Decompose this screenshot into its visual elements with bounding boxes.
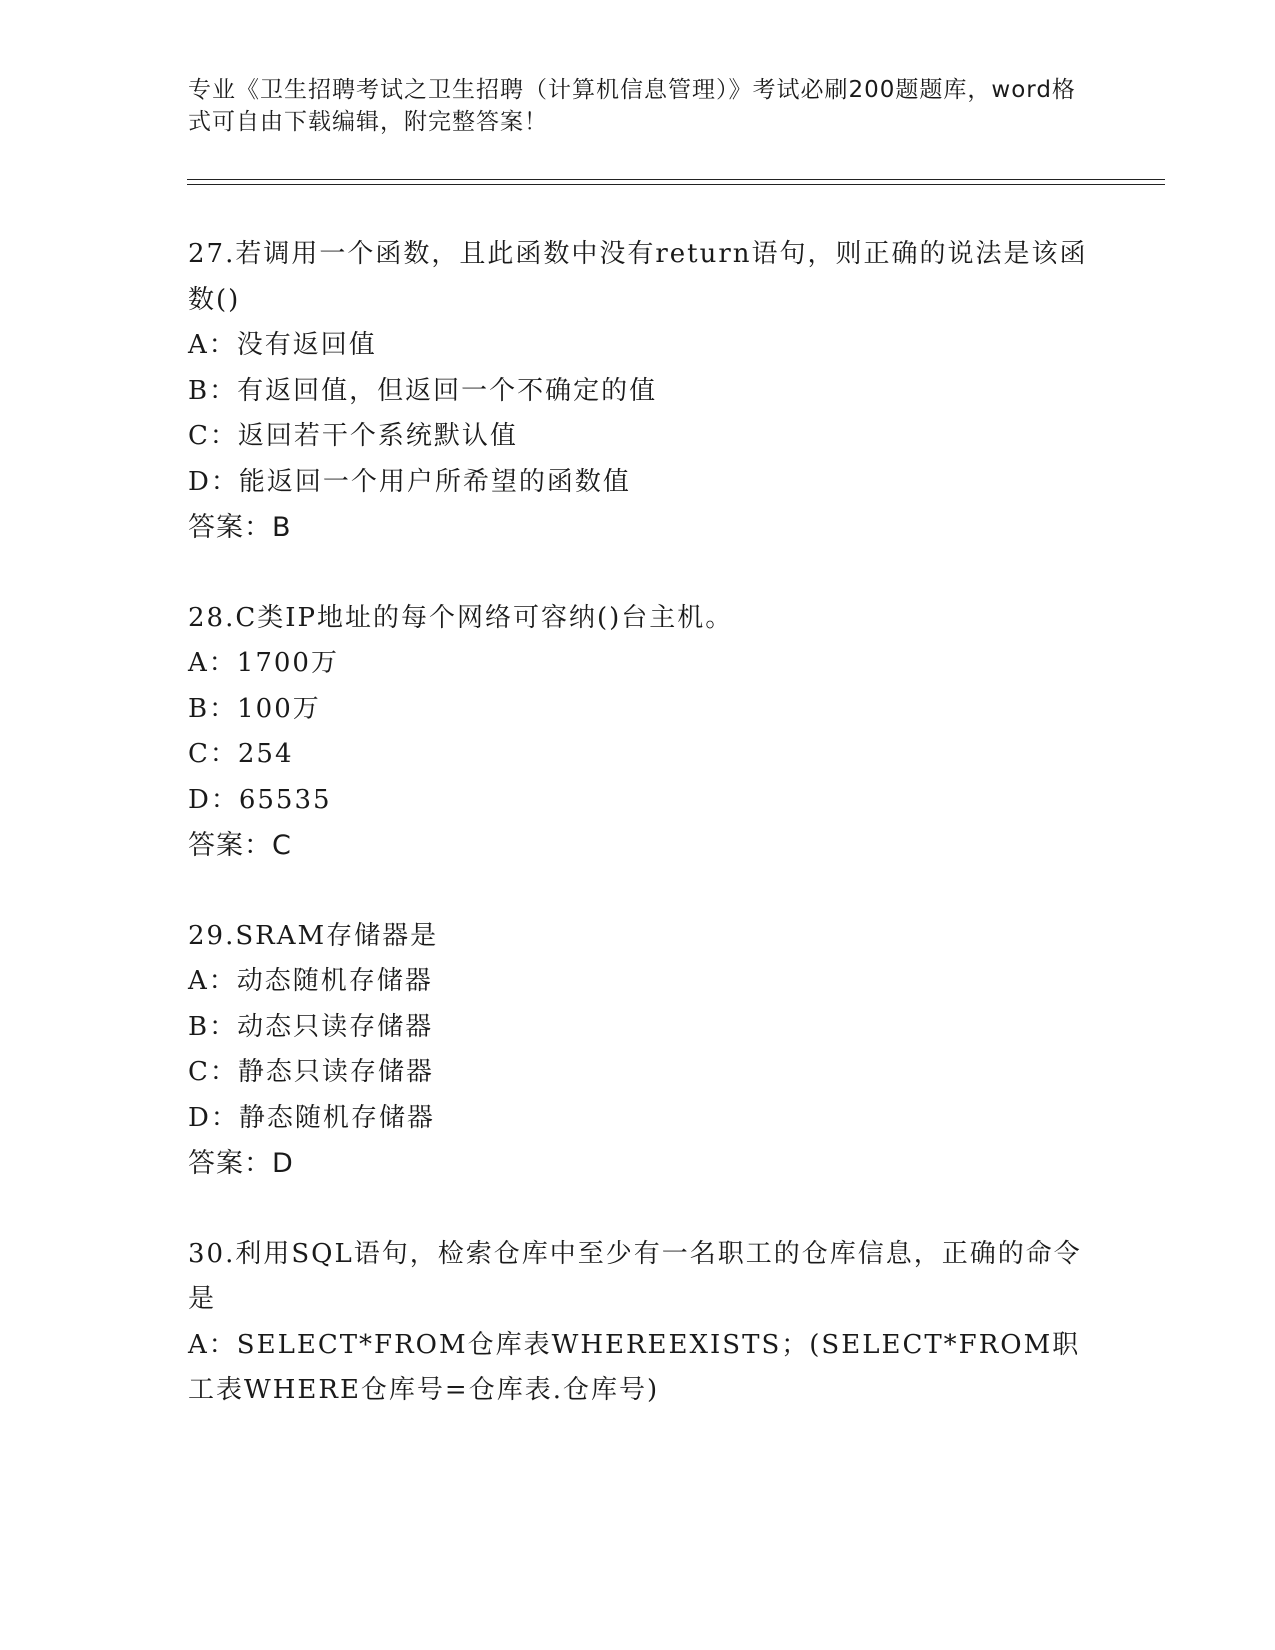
question-28 [188,596,1088,869]
option-d: D：能返回一个用户所希望的函数值 [188,466,631,497]
option-c: C：返回若干个系统默认值 [188,421,518,451]
option-a: A：1700万 [188,648,339,678]
question-title: 27.若调用一个函数，且此函数中没有return语句，则正确的说法是该函数() [188,239,1088,315]
header-text: 专业《卫生招聘考试之卫生招聘（计算机信息管理）》考试必刷200题题库，word格式可自由下载编辑，附完整答案！ [188,77,1076,135]
document-header [188,74,1088,138]
option-a: A：动态随机存储器 [188,966,433,996]
header-divider [187,179,1165,185]
option-d: D：静态随机存储器 [188,1102,435,1133]
question-list [188,232,1088,1459]
question-title: 29.SRAM存储器是 [188,920,439,951]
question-29 [188,914,1088,1187]
answer-label: 答案：C [188,830,292,861]
option-a: A：SELECT*FROM仓库表WHEREEXISTS；(SELECT*FROM职工表WHERE仓库号=仓库表.仓库号) [188,1329,1081,1405]
question-title: 30.利用SQL语句，检索仓库中至少有一名职工的仓库信息，正确的命令是 [188,1238,1082,1314]
option-b: B：动态只读存储器 [188,1011,434,1042]
question-30 [188,1232,1088,1414]
answer-label: 答案：B [188,512,292,543]
option-b: B：100万 [188,693,321,724]
option-c: C：静态只读存储器 [188,1057,434,1087]
option-d: D：65535 [188,784,332,815]
option-a: A：没有返回值 [188,330,377,360]
option-b: B：有返回值，但返回一个不确定的值 [188,375,658,406]
answer-label: 答案：D [188,1148,294,1179]
option-c: C：254 [188,739,294,769]
question-title: 28.C类IP地址的每个网络可容纳()台主机。 [188,602,734,633]
question-27 [188,232,1088,551]
